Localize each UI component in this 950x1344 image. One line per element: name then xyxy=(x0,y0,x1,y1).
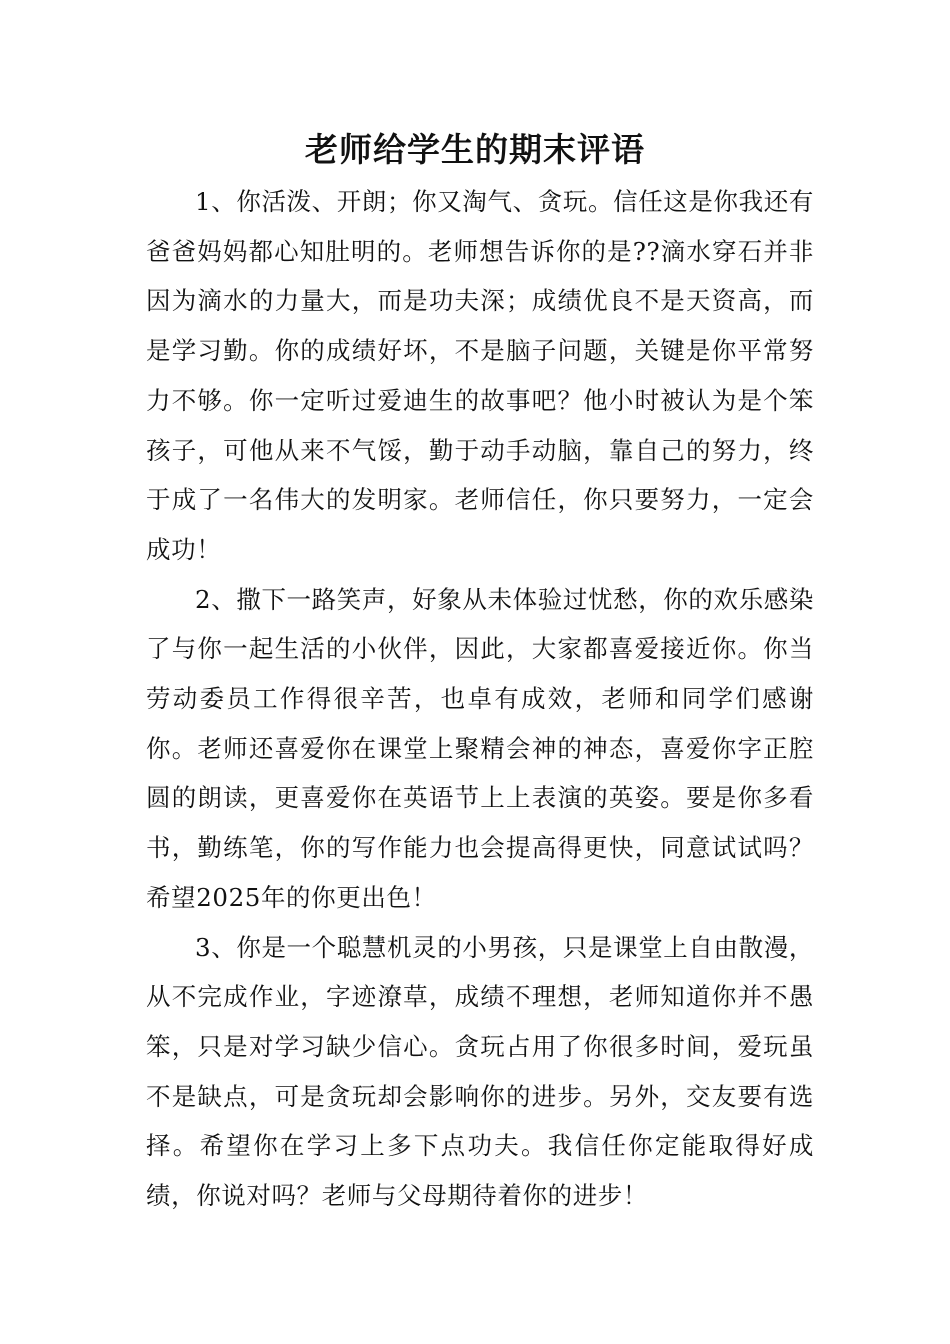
comment-paragraph-1: 1、你活泼、开朗；你又淘气、贪玩。信任这是你我还有爸爸妈妈都心知肚明的。老师想告诉你的是??滴水穿石并非因为滴水的力量大，而是功夫深；成绩优良不是天资高，而是学习勤。你的成绩好坏，不是脑子问题，关键是你平常努力不够。你一定听过爱迪生的故事吧？他小时被认为是个笨孩子，可他从来不气馁，勤于动手动脑，靠自己的努力，终于成了一名伟大的发明家。老师信任，你只要努力，一定会成功！ xyxy=(146,187,814,564)
page-title: 老师给学生的期末评语 xyxy=(305,130,645,169)
comment-paragraph-3: 3、你是一个聪慧机灵的小男孩，只是课堂上自由散漫，从不完成作业，字迹潦草，成绩不理想，老师知道你并不愚笨，只是对学习缺少信心。贪玩占用了你很多时间，爱玩虽不是缺点，可是贪玩却会影响你的进步。另外，交友要有选择。希望你在学习上多下点功夫。我信任你定能取得好成绩，你说对吗？老师与父母期待着你的进步！ xyxy=(146,932,814,1211)
document-body xyxy=(146,177,814,1221)
comment-paragraph-2: 2、撒下一路笑声，好象从未体验过忧愁，你的欢乐感染了与你一起生活的小伙伴，因此，大家都喜爱接近你。你当劳动委员工作得很辛苦，也卓有成效，老师和同学们感谢你。老师还喜爱你在课堂上聚精会神的神态，喜爱你字正腔圆的朗读，更喜爱你在英语节上上表演的英姿。要是你多看书，勤练笔，你的写作能力也会提高得更快，同意试试吗？希望2025年的你更出色！ xyxy=(146,584,814,912)
